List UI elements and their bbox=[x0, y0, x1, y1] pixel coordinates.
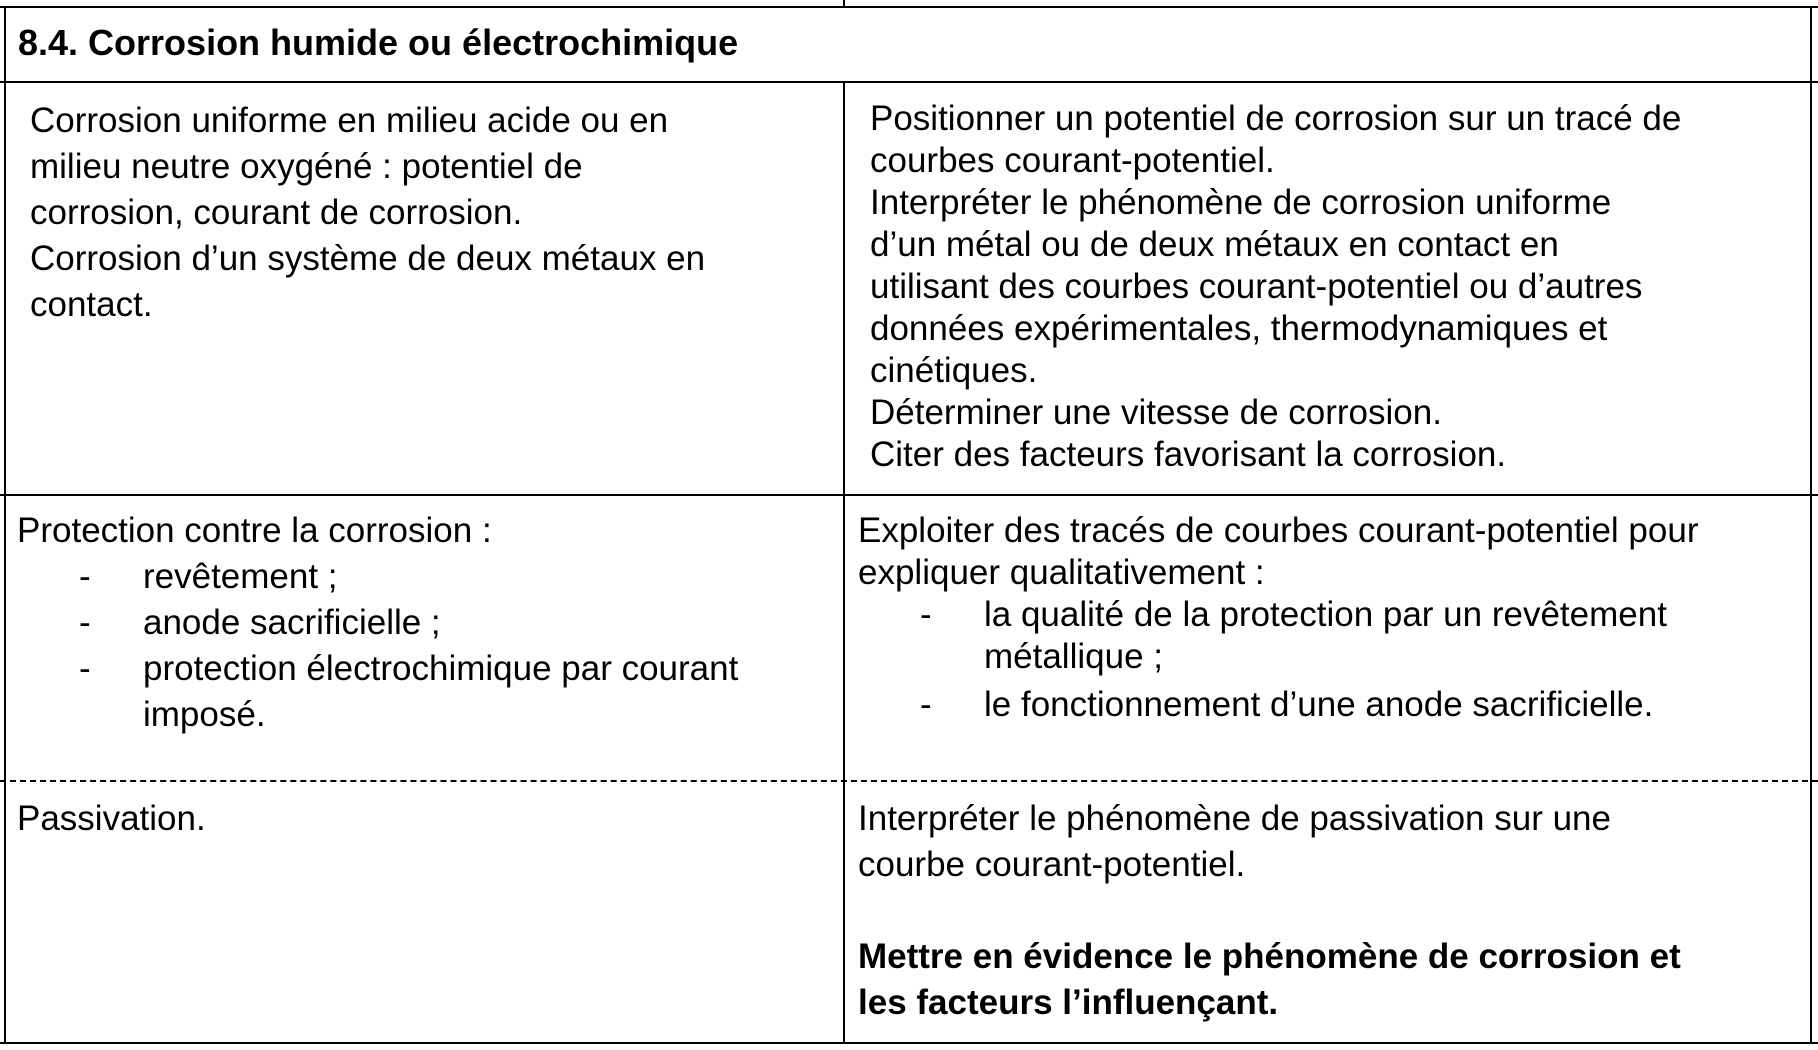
row-1-right-line: courbes courant-potentiel. bbox=[870, 141, 1275, 180]
table-bottom-border bbox=[0, 1042, 1818, 1044]
list-item-text: le fonctionnement d’une anode sacrificielle. bbox=[984, 685, 1654, 724]
row-1-right-line: utilisant des courbes courant-potentiel ou d’autres bbox=[870, 267, 1643, 306]
list-item bbox=[17, 554, 738, 600]
row-1-right-cell bbox=[870, 98, 1681, 476]
row-1-bottom-border bbox=[0, 494, 1818, 496]
row-1-right-line: d’un métal ou de deux métaux en contact en bbox=[870, 225, 1559, 264]
row-2-left-intro: Protection contre la corrosion : bbox=[17, 511, 492, 550]
table-left-border bbox=[4, 6, 6, 1044]
row-1-right-line: cinétiques. bbox=[870, 351, 1038, 390]
row-3-right-line: courbe courant-potentiel. bbox=[858, 845, 1246, 884]
row-3-spacer bbox=[858, 888, 1681, 934]
row-1-right-line: Interpréter le phénomène de corrosion uniforme bbox=[870, 183, 1612, 222]
list-item-text: revêtement ; bbox=[143, 557, 338, 596]
list-item bbox=[17, 646, 738, 738]
row-2-right-intro-line: Exploiter des tracés de courbes courant-potentiel pour bbox=[858, 511, 1699, 550]
row-3-right-cell bbox=[858, 796, 1681, 1026]
section-title: 8.4. Corrosion humide ou électrochimique bbox=[18, 22, 739, 63]
row-2-right-cell bbox=[858, 510, 1698, 726]
column-divider-top bbox=[843, 0, 845, 8]
row-3-right-line: Interpréter le phénomène de passivation sur une bbox=[858, 799, 1611, 838]
row-2-dashed-separator bbox=[0, 780, 1818, 782]
row-1-right-line: Déterminer une vitesse de corrosion. bbox=[870, 393, 1442, 432]
protection-list bbox=[17, 554, 738, 738]
list-item-text: protection électrochimique par courant bbox=[143, 649, 739, 688]
section-title-bottom-border bbox=[0, 81, 1818, 83]
list-item bbox=[17, 600, 738, 646]
table-top-border bbox=[0, 6, 1818, 8]
row-1-left-line: corrosion, courant de corrosion. bbox=[30, 193, 523, 232]
row-1-left-line: contact. bbox=[30, 285, 153, 324]
exploitation-list bbox=[858, 594, 1698, 726]
list-item-text: la qualité de la protection par un revêtement bbox=[984, 595, 1667, 634]
bullet-dash: - bbox=[920, 595, 932, 634]
row-1-right-line: Positionner un potentiel de corrosion sur un tracé de bbox=[870, 99, 1682, 138]
column-divider bbox=[843, 81, 845, 1044]
list-item bbox=[858, 684, 1698, 726]
row-1-right-line: Citer des facteurs favorisant la corrosion. bbox=[870, 435, 1507, 474]
list-item bbox=[858, 594, 1698, 678]
row-1-left-line: Corrosion uniforme en milieu acide ou en bbox=[30, 101, 669, 140]
bullet-dash: - bbox=[79, 557, 91, 596]
bullet-dash: - bbox=[920, 685, 932, 724]
row-1-left-cell bbox=[30, 98, 705, 328]
row-2-right-intro-line: expliquer qualitativement : bbox=[858, 553, 1265, 592]
list-item-text: imposé. bbox=[143, 695, 266, 734]
row-3-emphasis-line: Mettre en évidence le phénomène de corrosion et bbox=[858, 937, 1681, 976]
row-2-left-cell bbox=[17, 508, 738, 738]
bullet-dash: - bbox=[79, 649, 91, 688]
list-item-text: métallique ; bbox=[984, 637, 1163, 676]
row-3-emphasis-line: les facteurs l’influençant. bbox=[858, 983, 1279, 1022]
row-1-right-line: données expérimentales, thermodynamiques et bbox=[870, 309, 1608, 348]
row-3-left-cell bbox=[17, 796, 206, 842]
table-right-border bbox=[1810, 6, 1812, 1044]
row-1-left-line: Corrosion d’un système de deux métaux en bbox=[30, 239, 706, 278]
row-3-left-line: Passivation. bbox=[17, 799, 206, 838]
list-item-text: anode sacrificielle ; bbox=[143, 603, 441, 642]
bullet-dash: - bbox=[79, 603, 91, 642]
row-1-left-line: milieu neutre oxygéné : potentiel de bbox=[30, 147, 583, 186]
